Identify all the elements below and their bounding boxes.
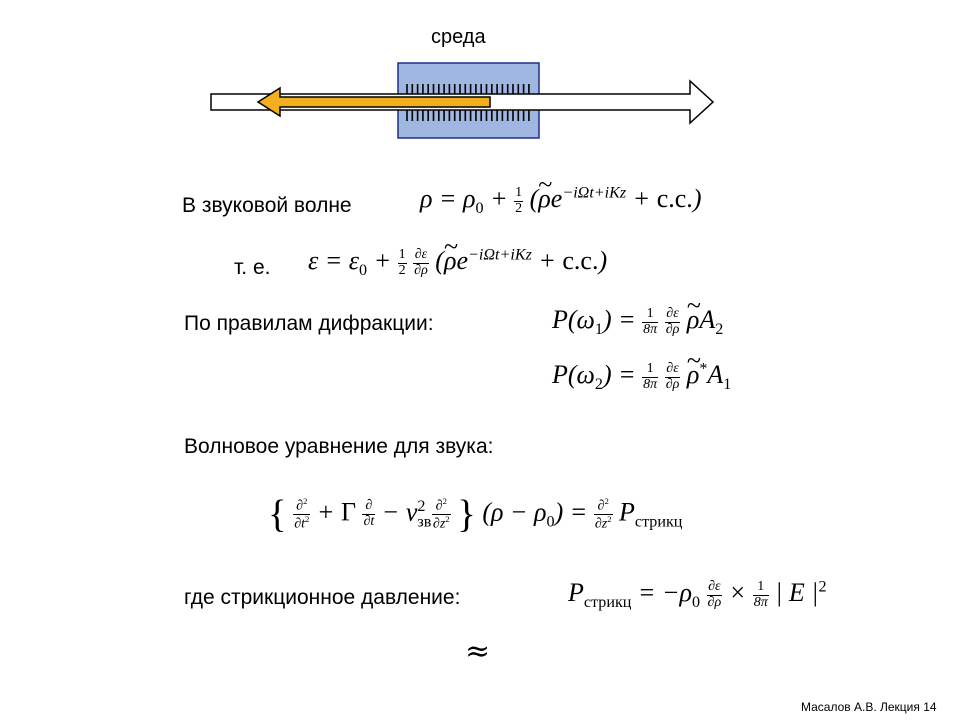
striction-pressure-label: где стрикционное давление:	[184, 586, 461, 609]
i-e-label: т. е.	[234, 256, 271, 279]
complex-conjugate: c.c.	[656, 184, 693, 213]
footer-author: Масалов А.В. Лекция 14	[801, 700, 937, 714]
complex-conjugate-2: c.c.	[562, 246, 599, 275]
wave-equation-label: Волновое уравнение для звука:	[184, 435, 494, 458]
medium-label: среда	[431, 26, 486, 48]
polarization-omega2: $P(\omega_2)$ = $\frac{1}{8\pi}$ $\frac{\partial\varepsilon}{\partial\rho}$ ~ $\rho^*A_1$	[552, 360, 731, 394]
phase-exponent: −iΩt+iKz	[562, 184, 627, 202]
sound-subscript: зв	[417, 513, 432, 531]
permittivity-equation: $\varepsilon = \varepsilon_0$ + $\frac{1}{2}$ $\frac{\partial\varepsilon}{\partial\rho}$ (~ $\rho e^{-i\Omega t+iKz} + c.c$.)	[308, 246, 607, 280]
medium-diagram	[0, 0, 960, 200]
strict-subscript: стрикц	[634, 513, 683, 531]
polarization-omega1: $P(\omega_1)$ = $\frac{1}{8\pi}$ $\frac{\partial\varepsilon}{\partial\rho}$ ~ $\rho A_2$	[552, 305, 723, 339]
density-equation: $\rho = \rho_0$ + $\frac{1}{2}$ (~ $\rho e^{-i\Omega t+iKz} + c.c$.)	[420, 184, 701, 218]
approx-symbol: ≈	[465, 634, 491, 669]
sound-wave-label: В звуковой волне	[182, 194, 352, 217]
strict-subscript-2: стрикц	[583, 594, 632, 612]
diffraction-label: По правилам дифракции:	[184, 312, 434, 335]
phase-exponent-2: −iΩt+iKz	[468, 246, 532, 264]
striction-pressure-equation: $P_{стрикц} = -\rho_0$ $\frac{\partial\varepsilon}{\partial\rho}$ × $\frac{1}{8\pi}$ | E $|^2$	[568, 578, 827, 612]
wave-equation: { $\frac{\partial^2}{\partial t^2}$ + Γ $\frac{\partial}{\partial t}$ − $v_{зв}^2$ $\frac{\partial^2}{\partial z^2}$ } $(\rho - \rho_0)$ = $\frac{\partial^2}{\partial z^2}$ $P_{стрикц}$	[268, 493, 683, 536]
